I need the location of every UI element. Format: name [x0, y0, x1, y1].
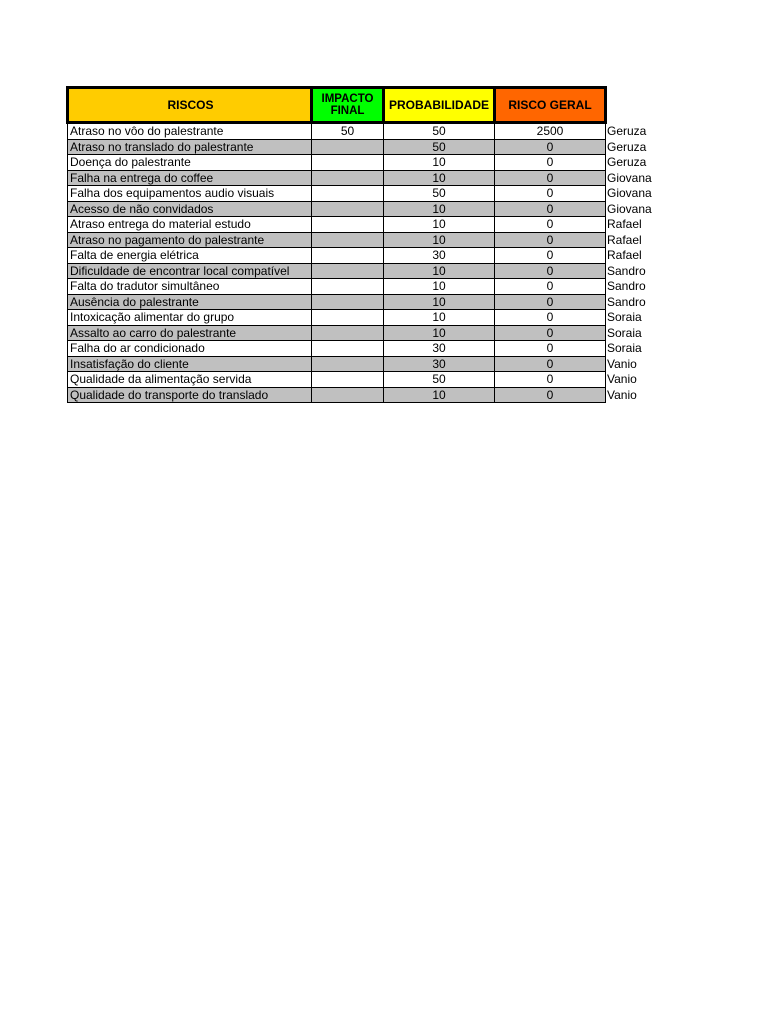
owner-cell[interactable]: Rafael	[607, 217, 642, 232]
risk-cell[interactable]: Falha do ar condicionado	[68, 341, 312, 357]
risk-cell[interactable]: Atraso no translado do palestrante	[68, 139, 312, 155]
table-row	[68, 139, 669, 155]
overall-risk-cell[interactable]: 0	[495, 341, 606, 357]
impact-cell[interactable]	[312, 155, 384, 171]
owner-cell[interactable]: Sandro	[607, 294, 646, 309]
risk-cell[interactable]: Dificuldade de encontrar local compatível	[68, 263, 312, 279]
header-probability[interactable]: PROBABILIDADE	[384, 88, 495, 123]
impact-cell[interactable]	[312, 201, 384, 217]
table-row	[68, 232, 669, 248]
table-row	[68, 356, 669, 372]
header-overall-risk[interactable]: RISCO GERAL	[495, 88, 606, 123]
probability-cell[interactable]: 50	[384, 372, 495, 388]
table-row	[68, 341, 669, 357]
table-row	[68, 248, 669, 264]
owner-cell[interactable]: Sandro	[607, 263, 646, 278]
probability-cell[interactable]: 10	[384, 155, 495, 171]
owner-cell[interactable]: Giovana	[607, 186, 652, 201]
owner-cell[interactable]: Vanio	[607, 356, 637, 371]
impact-cell[interactable]	[312, 248, 384, 264]
impact-cell[interactable]	[312, 139, 384, 155]
probability-cell[interactable]: 10	[384, 310, 495, 326]
impact-cell[interactable]	[312, 279, 384, 295]
overall-risk-cell[interactable]: 0	[495, 294, 606, 310]
table-row	[68, 279, 669, 295]
overall-risk-cell[interactable]: 0	[495, 139, 606, 155]
overall-risk-cell[interactable]: 0	[495, 170, 606, 186]
owner-cell[interactable]: Geruza	[607, 123, 647, 138]
probability-cell[interactable]: 50	[384, 186, 495, 202]
risk-cell[interactable]: Doença do palestrante	[68, 155, 312, 171]
impact-cell[interactable]: 50	[312, 123, 384, 140]
owner-cell[interactable]: Giovana	[607, 201, 652, 216]
probability-cell[interactable]: 30	[384, 356, 495, 372]
probability-cell[interactable]: 10	[384, 263, 495, 279]
impact-cell[interactable]	[312, 356, 384, 372]
overall-risk-cell[interactable]: 2500	[495, 123, 606, 140]
header-impact[interactable]	[312, 88, 384, 123]
overall-risk-cell[interactable]: 0	[495, 217, 606, 233]
table-row	[68, 170, 669, 186]
impact-cell[interactable]	[312, 217, 384, 233]
probability-cell[interactable]: 10	[384, 201, 495, 217]
header-owner-empty	[606, 88, 669, 123]
risk-cell[interactable]: Assalto ao carro do palestrante	[68, 325, 312, 341]
probability-cell[interactable]: 10	[384, 387, 495, 403]
overall-risk-cell[interactable]: 0	[495, 387, 606, 403]
owner-cell[interactable]: Soraia	[607, 341, 642, 356]
risk-cell[interactable]: Atraso entrega do material estudo	[68, 217, 312, 233]
risk-cell[interactable]: Qualidade da alimentação servida	[68, 372, 312, 388]
table-row	[68, 201, 669, 217]
probability-cell[interactable]: 10	[384, 279, 495, 295]
risk-cell[interactable]: Falta do tradutor simultâneo	[68, 279, 312, 295]
risk-table-body	[68, 88, 669, 403]
risk-cell[interactable]: Qualidade do transporte do translado	[68, 387, 312, 403]
overall-risk-cell[interactable]: 0	[495, 201, 606, 217]
owner-cell[interactable]: Soraia	[607, 325, 642, 340]
owner-cell[interactable]: Vanio	[607, 387, 637, 402]
risk-cell[interactable]: Intoxicação alimentar do grupo	[68, 310, 312, 326]
table-row	[68, 155, 669, 171]
owner-cell[interactable]: Rafael	[607, 232, 642, 247]
owner-cell[interactable]: Giovana	[607, 170, 652, 185]
overall-risk-cell[interactable]: 0	[495, 372, 606, 388]
impact-cell[interactable]	[312, 263, 384, 279]
table-row	[68, 294, 669, 310]
overall-risk-cell[interactable]: 0	[495, 325, 606, 341]
risk-cell[interactable]: Insatisfação do cliente	[68, 356, 312, 372]
probability-cell[interactable]: 10	[384, 217, 495, 233]
impact-cell[interactable]	[312, 186, 384, 202]
table-row	[68, 310, 669, 326]
overall-risk-cell[interactable]: 0	[495, 279, 606, 295]
overall-risk-cell[interactable]: 0	[495, 155, 606, 171]
header-risks[interactable]: RISCOS	[68, 88, 312, 123]
impact-cell[interactable]	[312, 232, 384, 248]
table-row	[68, 387, 669, 403]
impact-cell[interactable]	[312, 294, 384, 310]
table-row	[68, 186, 669, 202]
probability-cell[interactable]: 10	[384, 232, 495, 248]
table-row	[68, 325, 669, 341]
overall-risk-cell[interactable]: 0	[495, 186, 606, 202]
impact-cell[interactable]	[312, 372, 384, 388]
probability-cell[interactable]: 30	[384, 341, 495, 357]
header-impact-line2: FINAL	[330, 105, 365, 117]
overall-risk-cell[interactable]: 0	[495, 310, 606, 326]
probability-cell[interactable]: 50	[384, 139, 495, 155]
impact-cell[interactable]	[312, 387, 384, 403]
probability-cell[interactable]: 10	[384, 325, 495, 341]
owner-cell[interactable]: Sandro	[607, 279, 646, 294]
impact-cell[interactable]	[312, 310, 384, 326]
risk-cell[interactable]: Atraso no vôo do palestrante	[68, 123, 312, 140]
risk-cell[interactable]: Falha na entrega do coffee	[68, 170, 312, 186]
risk-cell[interactable]: Falta de energia elétrica	[68, 248, 312, 264]
owner-cell[interactable]: Geruza	[607, 139, 647, 154]
probability-cell[interactable]: 10	[384, 170, 495, 186]
table-row	[68, 372, 669, 388]
risk-cell[interactable]: Falha dos equipamentos audio visuais	[68, 186, 312, 202]
overall-risk-cell[interactable]: 0	[495, 263, 606, 279]
impact-cell[interactable]	[312, 325, 384, 341]
table-row	[68, 217, 669, 233]
risk-cell[interactable]: Atraso no pagamento do palestrante	[68, 232, 312, 248]
table-row	[68, 263, 669, 279]
table-row	[68, 123, 669, 140]
impact-cell[interactable]	[312, 170, 384, 186]
overall-risk-cell[interactable]: 0	[495, 248, 606, 264]
owner-cell[interactable]: Geruza	[607, 155, 647, 170]
risk-cell[interactable]: Acesso de não convidados	[68, 201, 312, 217]
probability-cell[interactable]: 10	[384, 294, 495, 310]
probability-cell[interactable]: 30	[384, 248, 495, 264]
overall-risk-cell[interactable]: 0	[495, 232, 606, 248]
header-impact-line1: IMPACTO	[321, 93, 374, 105]
risk-table	[66, 86, 669, 403]
risk-cell[interactable]: Ausência do palestrante	[68, 294, 312, 310]
owner-cell[interactable]: Rafael	[607, 248, 642, 263]
header-row	[68, 88, 669, 123]
overall-risk-cell[interactable]: 0	[495, 356, 606, 372]
owner-cell[interactable]: Soraia	[607, 310, 642, 325]
owner-cell[interactable]: Vanio	[607, 372, 637, 387]
impact-cell[interactable]	[312, 341, 384, 357]
probability-cell[interactable]: 50	[384, 123, 495, 140]
